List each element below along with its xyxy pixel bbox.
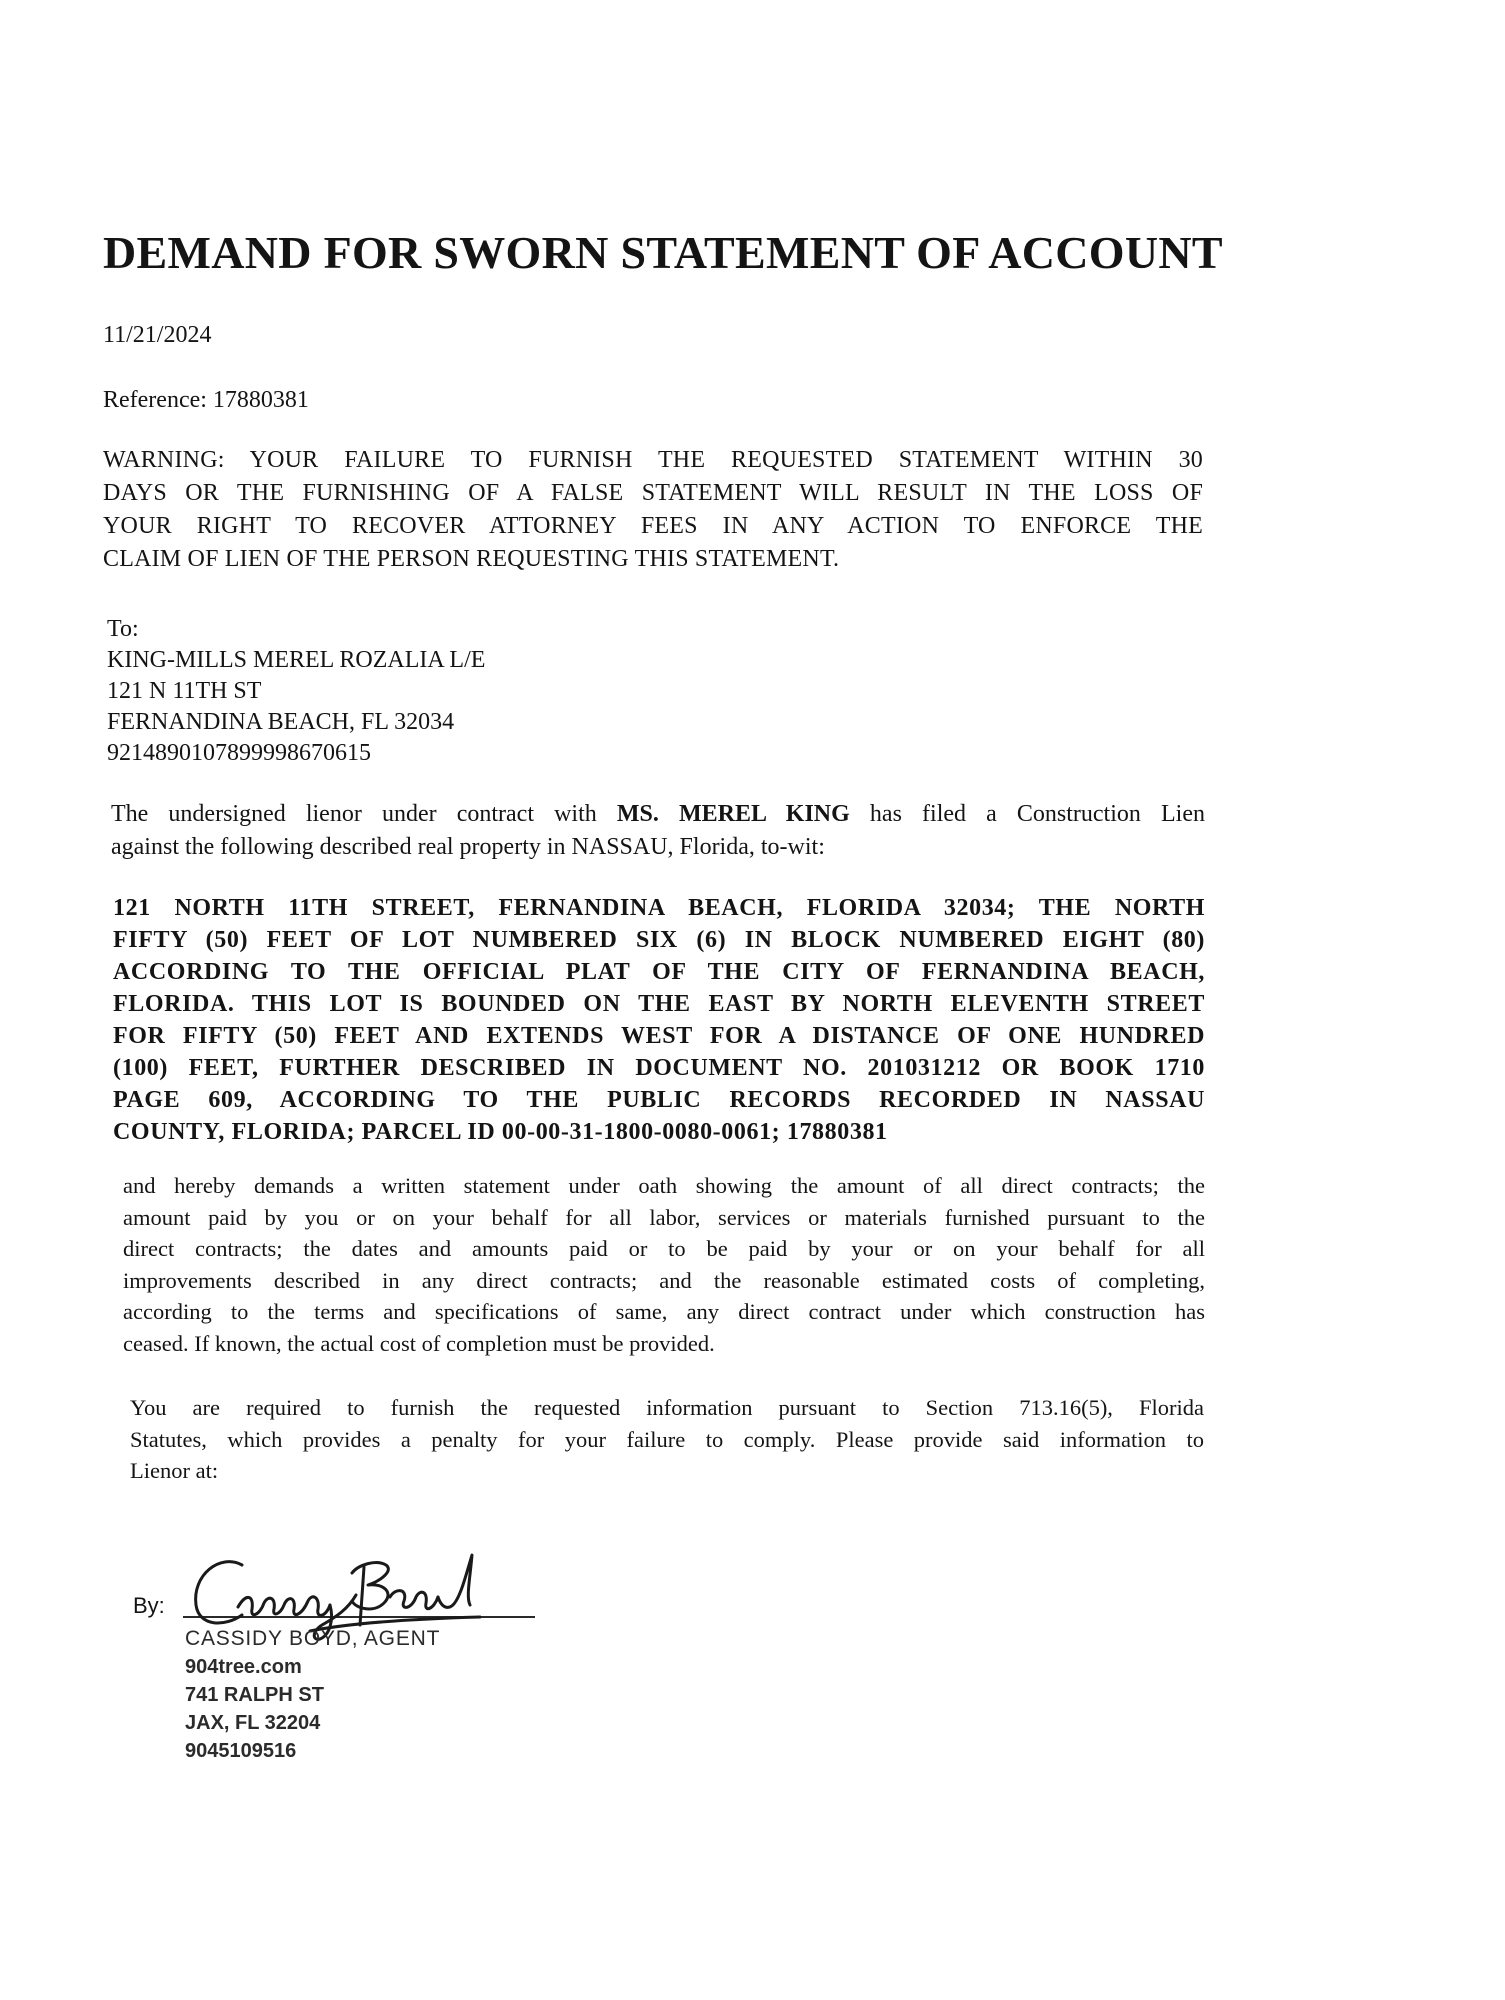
lienor-line: [111, 798, 1205, 831]
recipient-street: 121 N 11TH ST: [107, 678, 262, 704]
owner-name: MS. MEREL KING: [616, 801, 850, 827]
warning-paragraph: [103, 444, 1203, 576]
agent-contact-block: [185, 1625, 440, 1765]
demand-line: improvements described in any direct contracts; and the reasonable estimated costs of completing,: [123, 1267, 1205, 1293]
recipient-label: To:: [107, 616, 139, 642]
agent-website: 904tree.com: [185, 1656, 302, 1678]
demand-paragraph: [123, 1170, 1205, 1359]
lienor-text-before: The undersigned lienor under contract with: [111, 801, 617, 827]
agent-phone: 9045109516: [185, 1740, 297, 1762]
warning-line: CLAIM OF LIEN OF THE PERSON REQUESTING THIS STATEMENT.: [103, 546, 840, 572]
recipient-name: KING-MILLS MEREL ROZALIA L/E: [107, 647, 486, 673]
lienor-line: against the following described real property in NASSAU, Florida, to-wit:: [111, 834, 825, 860]
agent-street: 741 RALPH ST: [185, 1684, 324, 1706]
warning-line: DAYS OR THE FURNISHING OF A FALSE STATEMENT WILL RESULT IN THE LOSS OF: [103, 480, 1203, 506]
required-paragraph: [130, 1392, 1204, 1487]
required-line: Statutes, which provides a penalty for your failure to comply. Please provide said information to: [130, 1426, 1204, 1452]
legal-line: (100) FEET, FURTHER DESCRIBED IN DOCUMENT NO. 201031212 OR BOOK 1710: [113, 1055, 1205, 1081]
recipient-city: FERNANDINA BEACH, FL 32034: [107, 709, 455, 735]
document-title: DEMAND FOR SWORN STATEMENT OF ACCOUNT: [103, 227, 1223, 278]
warning-line: WARNING: YOUR FAILURE TO FURNISH THE REQUESTED STATEMENT WITHIN 30: [103, 447, 1203, 473]
legal-description: [113, 892, 1205, 1148]
legal-line: ACCORDING TO THE OFFICIAL PLAT OF THE CITY OF FERNANDINA BEACH,: [113, 959, 1205, 985]
lienor-text-after: has filed a Construction Lien: [849, 801, 1205, 827]
legal-line: FIFTY (50) FEET OF LOT NUMBERED SIX (6) IN BLOCK NUMBERED EIGHT (80): [113, 927, 1205, 953]
legal-line: COUNTY, FLORIDA; PARCEL ID 00-00-31-1800-0080-0061; 17880381: [113, 1119, 888, 1145]
legal-line: FOR FIFTY (50) FEET AND EXTENDS WEST FOR A DISTANCE OF ONE HUNDRED: [113, 1023, 1205, 1049]
legal-line: FLORIDA. THIS LOT IS BOUNDED ON THE EAST BY NORTH ELEVENTH STREET: [113, 991, 1205, 1017]
demand-line: according to the terms and specifications of same, any direct contract under which construction has: [123, 1299, 1205, 1324]
warning-line: YOUR RIGHT TO RECOVER ATTORNEY FEES IN ANY ACTION TO ENFORCE THE: [103, 513, 1203, 539]
reference-number: Reference: 17880381: [103, 387, 309, 413]
recipient-tracking-number: 9214890107899998670615: [107, 740, 371, 766]
legal-line: 121 NORTH 11TH STREET, FERNANDINA BEACH, FLORIDA 32034; THE NORTH: [113, 895, 1205, 921]
demand-line: ceased. If known, the actual cost of completion must be provided.: [123, 1330, 715, 1356]
demand-line: and hereby demands a written statement under oath showing the amount of all direct contracts; the: [123, 1173, 1205, 1198]
demand-line: amount paid by you or on your behalf for all labor, services or materials furnished pursuant to the: [123, 1204, 1205, 1230]
required-line: Lienor at:: [130, 1458, 219, 1483]
recipient-address: [107, 614, 485, 769]
document-date: 11/21/2024: [103, 322, 212, 348]
legal-line: PAGE 609, ACCORDING TO THE PUBLIC RECORDS RECORDED IN NASSAU: [113, 1087, 1205, 1113]
by-label: By:: [133, 1593, 165, 1618]
lienor-paragraph: [111, 798, 1205, 864]
required-line: You are required to furnish the requested information pursuant to Section 713.16(5), Florida: [130, 1395, 1204, 1420]
agent-name: CASSIDY BOYD, AGENT: [185, 1627, 441, 1650]
agent-city: JAX, FL 32204: [185, 1712, 321, 1734]
demand-line: direct contracts; the dates and amounts paid or to be paid by your or on your behalf for all: [123, 1236, 1205, 1261]
